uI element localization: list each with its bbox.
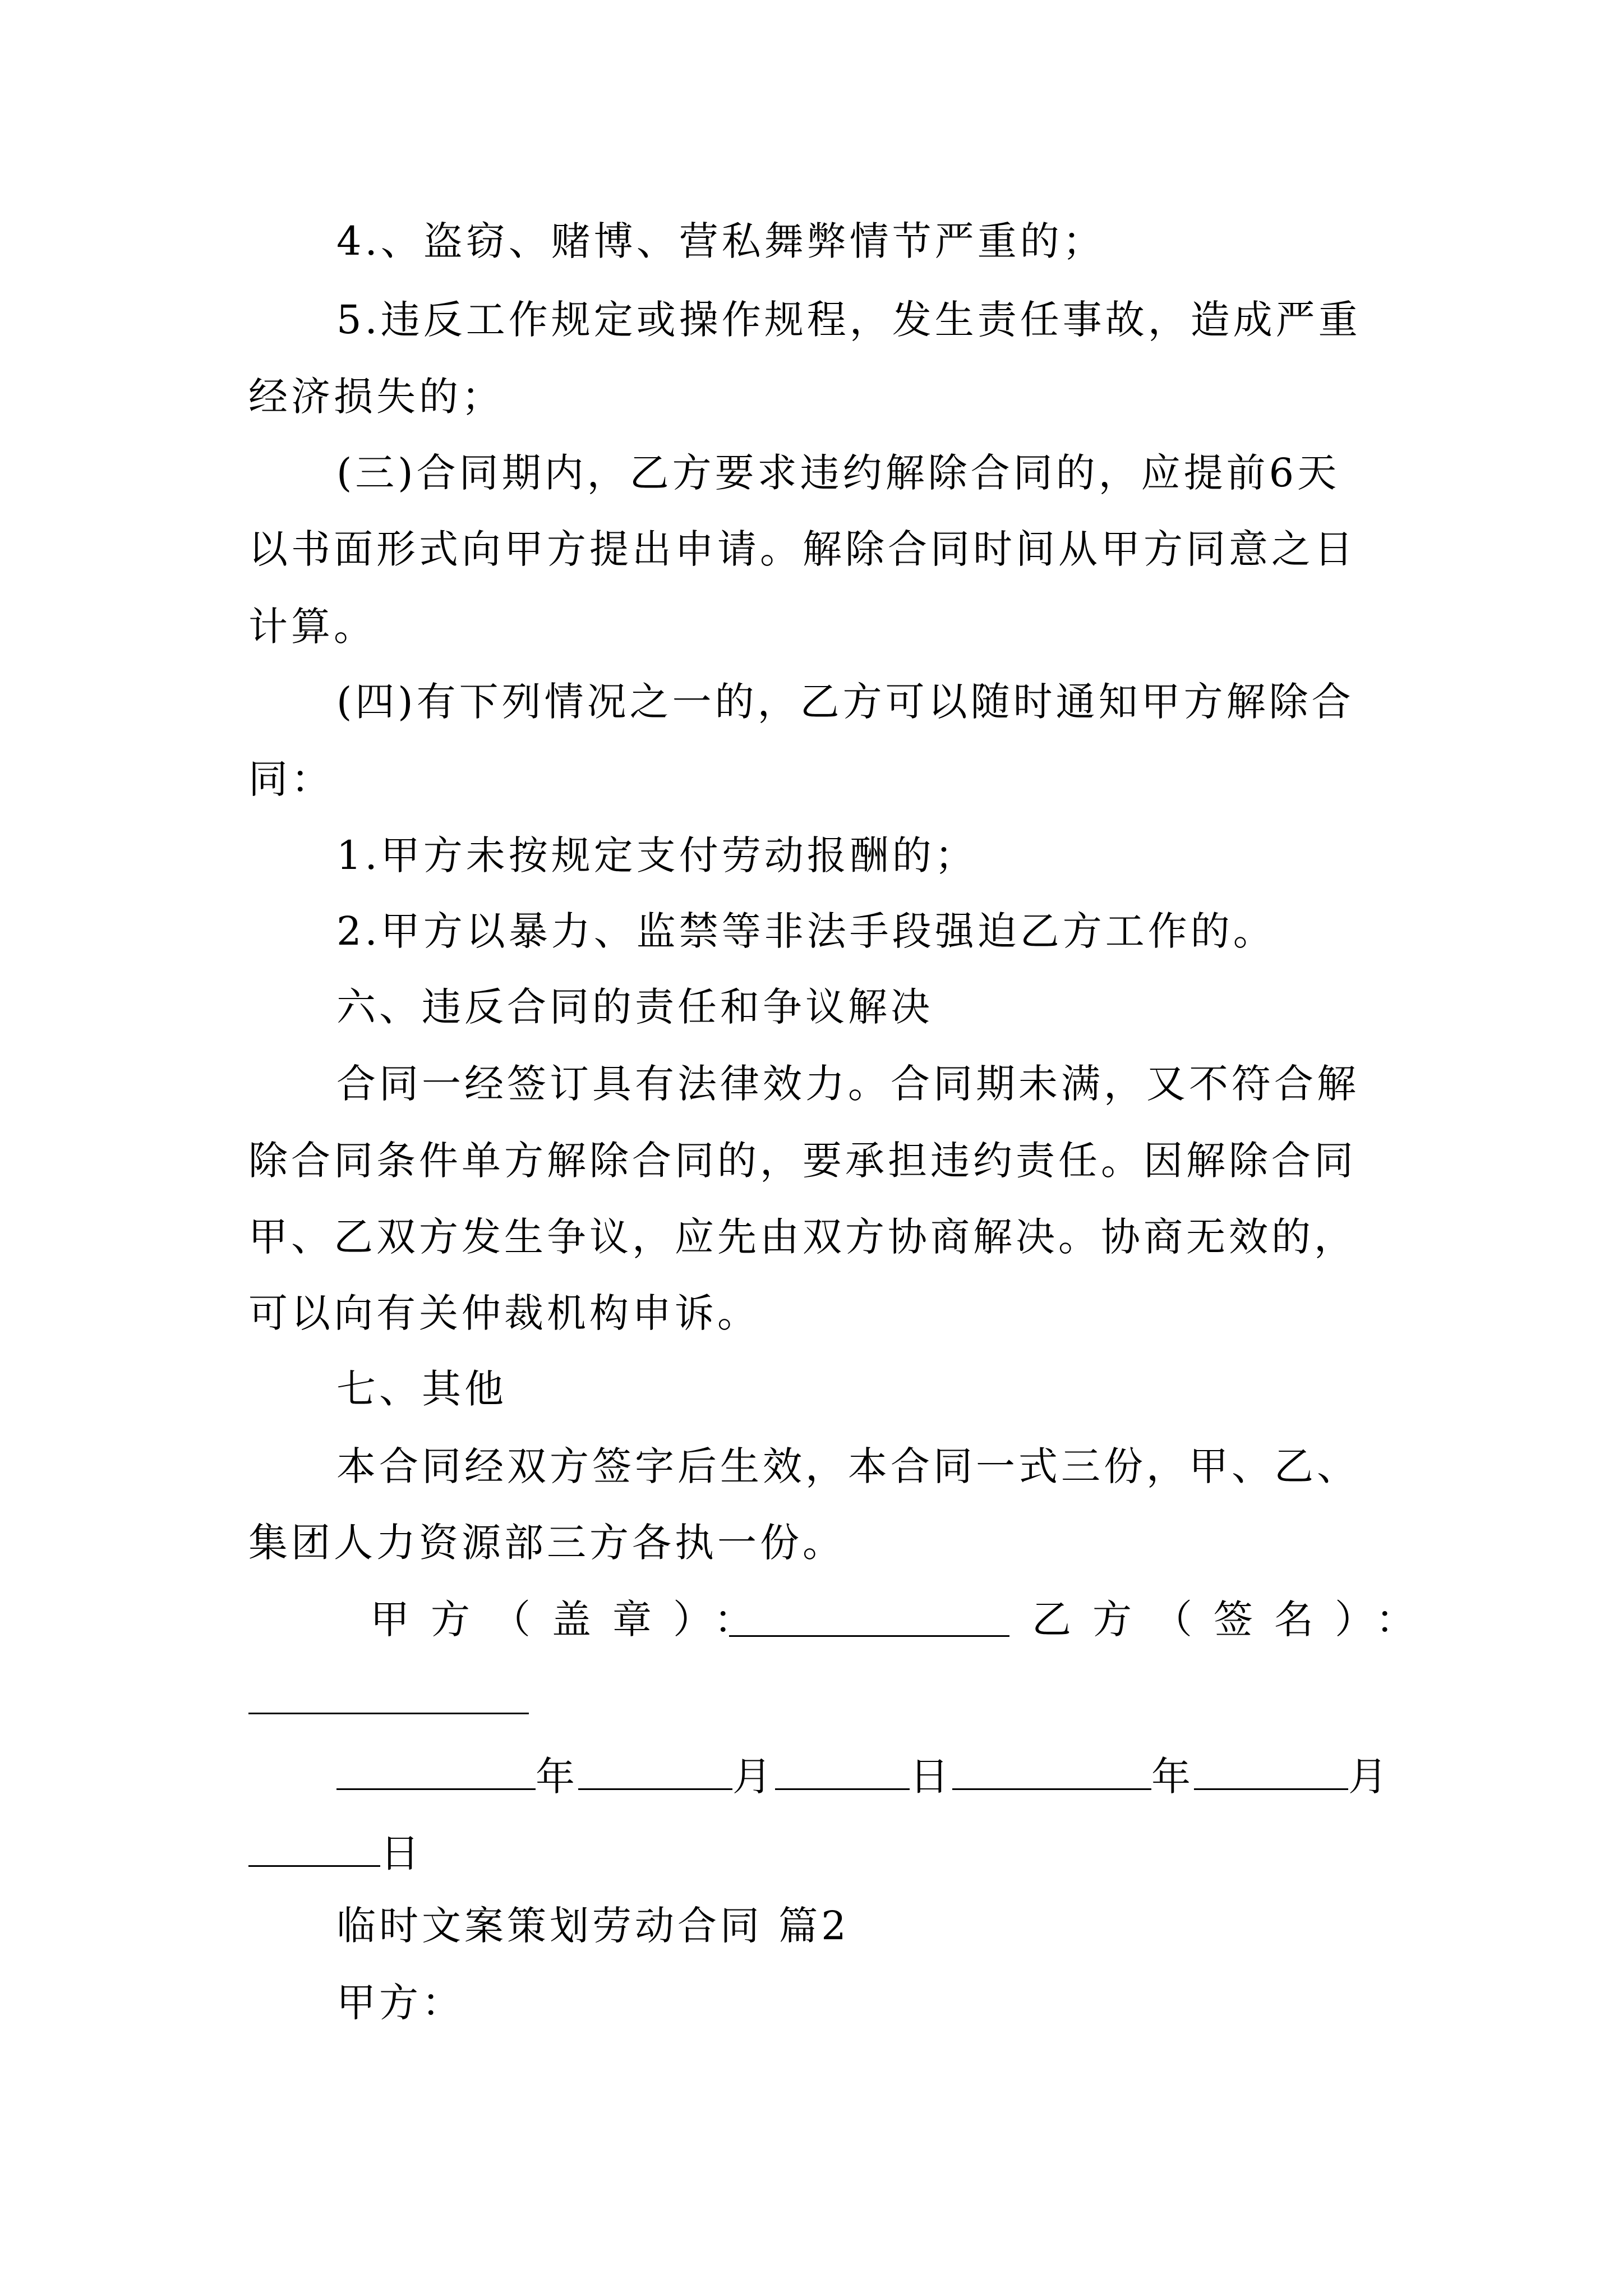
- day-label: 日: [910, 1754, 952, 1800]
- paragraph-line: 除合同条件单方解除合同的，要承担违约责任。因解除合同: [248, 1138, 1357, 1184]
- party-b-sign-blank: [248, 1677, 529, 1720]
- section-title: 临时文案策划劳动合同 篇2: [336, 1903, 850, 1949]
- paragraph-line: 经济损失的；: [248, 374, 504, 420]
- party-a-seal-blank: [729, 1600, 1009, 1643]
- section-heading: 七、其他: [336, 1366, 507, 1412]
- month-label: 月: [732, 1754, 775, 1800]
- party-a-seal-label: 甲方（盖章）：: [370, 1596, 774, 1642]
- paragraph-line: 本合同经双方签字后生效，本合同一式三份，甲、乙、: [336, 1443, 1359, 1489]
- day-label: 日: [380, 1830, 423, 1876]
- paragraph-line: 合同一经签订具有法律效力。合同期未满，又不符合解: [336, 1061, 1359, 1107]
- paragraph-line: 2.甲方以暴力、监禁等非法手段强迫乙方工作的。: [336, 908, 1276, 954]
- date-row: [336, 1753, 1391, 1800]
- date-row-cont: [248, 1830, 423, 1876]
- paragraph-line: 以书面形式向甲方提出申请。解除合同时间从甲方同意之日: [248, 526, 1357, 572]
- paragraph-line: 计算。: [248, 604, 376, 650]
- paragraph-line: 可以向有关仲裁机构申诉。: [248, 1290, 760, 1336]
- month-blank-b: [1194, 1753, 1348, 1790]
- year-label: 年: [536, 1754, 578, 1800]
- month-label: 月: [1348, 1754, 1391, 1800]
- paragraph-line: 甲、乙双方发生争议，应先由双方协商解决。协商无效的，: [248, 1214, 1357, 1260]
- paragraph-line: (四)有下列情况之一的，乙方可以随时通知甲方解除合: [336, 679, 1354, 725]
- month-blank-a: [578, 1753, 732, 1790]
- party-a-line: 甲方：: [336, 1980, 464, 2026]
- paragraph-line: 5.违反工作规定或操作规程，发生责任事故，造成严重: [336, 297, 1361, 343]
- paragraph-line: 4.、盗窃、赌博、营私舞弊情节严重的；: [336, 218, 1105, 264]
- paragraph-line: (三)合同期内，乙方要求违约解除合同的，应提前6天: [336, 450, 1340, 496]
- year-blank-b: [952, 1753, 1151, 1790]
- section-heading: 六、违反合同的责任和争议解决: [336, 984, 933, 1030]
- day-blank-a: [775, 1753, 910, 1790]
- day-blank-b: [248, 1830, 380, 1867]
- year-blank-a: [336, 1753, 536, 1790]
- year-label: 年: [1151, 1754, 1194, 1800]
- paragraph-line: 同：: [248, 756, 334, 802]
- paragraph-line: 集团人力资源部三方各执一份。: [248, 1520, 845, 1566]
- party-b-sign-label: 乙方（签名）：: [1032, 1596, 1436, 1642]
- paragraph-line: 1.甲方未按规定支付劳动报酬的；: [336, 832, 978, 878]
